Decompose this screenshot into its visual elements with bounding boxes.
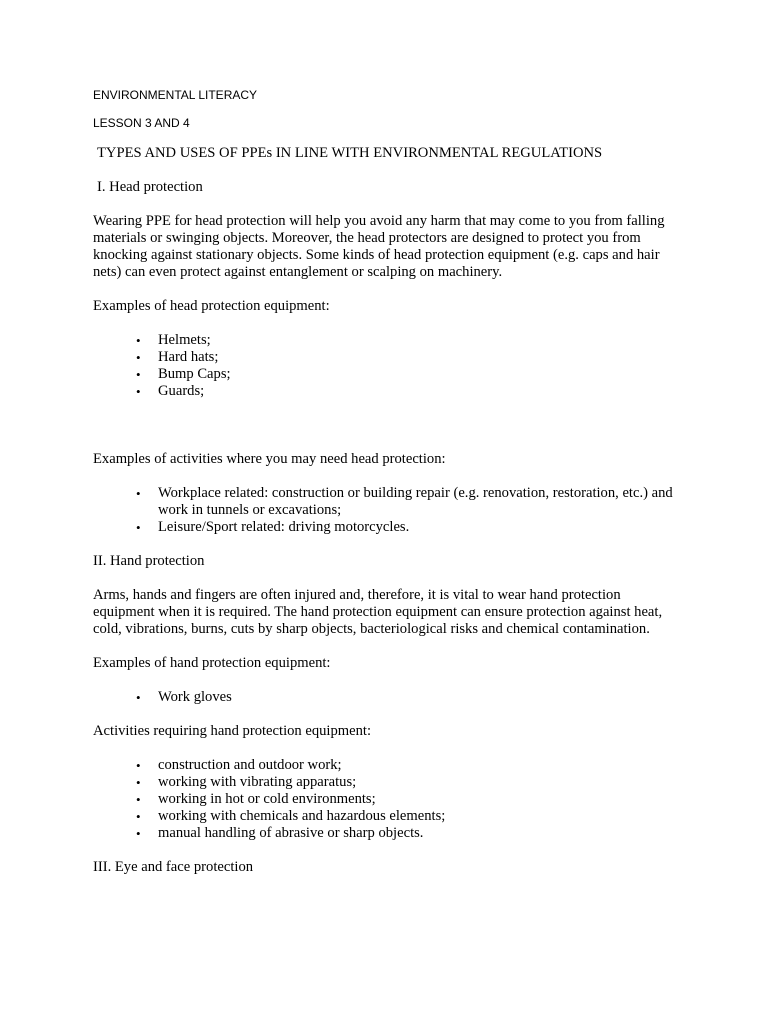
hand-activities-intro: Activities requiring hand protection equipment:: [93, 723, 372, 739]
list-item: • Work gloves: [158, 689, 683, 706]
head-equipment-list: [93, 332, 683, 400]
hand-equipment-intro: Examples of hand protection equipment:: [93, 655, 331, 671]
section-heading-head: I. Head protection: [97, 179, 203, 195]
section-heading-eye: III. Eye and face protection: [93, 859, 254, 875]
list-item: • Workplace related: construction or building repair (e.g. renovation, restoration, etc.) and work in tunnels or excavations;: [158, 485, 683, 519]
list-item: • construction and outdoor work;: [158, 757, 683, 774]
hand-activities-list: [93, 757, 683, 842]
lesson-header: LESSON 3 AND 4: [93, 116, 190, 130]
document-page: [93, 86, 683, 893]
head-activities-list: [93, 485, 683, 536]
head-paragraph: Wearing PPE for head protection will help you avoid any harm that may come to you from falling materials or swinging objects. Moreover, the head protectors are designed to protect you from knocking against stationary objects. Some kinds of head protection equipment (e.g. caps and hair nets) can even protect against entanglement or scalping on machinery.: [93, 213, 665, 280]
course-header: ENVIRONMENTAL LITERACY: [93, 88, 258, 102]
document-title: TYPES AND USES OF PPEs IN LINE WITH ENVIRONMENTAL REGULATIONS: [97, 145, 603, 161]
list-item: • Bump Caps;: [158, 366, 683, 383]
list-item: • Guards;: [158, 383, 683, 400]
hand-equipment-list: [93, 689, 683, 706]
list-item: • manual handling of abrasive or sharp objects.: [158, 825, 683, 842]
list-item: • working with vibrating apparatus;: [158, 774, 683, 791]
list-item: • working in hot or cold environments;: [158, 791, 683, 808]
list-item: • working with chemicals and hazardous elements;: [158, 808, 683, 825]
head-activities-intro: Examples of activities where you may need head protection:: [93, 451, 446, 467]
list-item: • Hard hats;: [158, 349, 683, 366]
list-item: • Helmets;: [158, 332, 683, 349]
head-equipment-intro: Examples of head protection equipment:: [93, 298, 330, 314]
list-item: • Leisure/Sport related: driving motorcycles.: [158, 519, 683, 536]
section-heading-hand: II. Hand protection: [93, 553, 205, 569]
hand-paragraph: Arms, hands and fingers are often injured and, therefore, it is vital to wear hand protection equipment when it is required. The hand protection equipment can ensure protection against heat, cold, vibrations, burns, cuts by sharp objects, bacteriological risks and chemical contamination.: [93, 587, 663, 637]
